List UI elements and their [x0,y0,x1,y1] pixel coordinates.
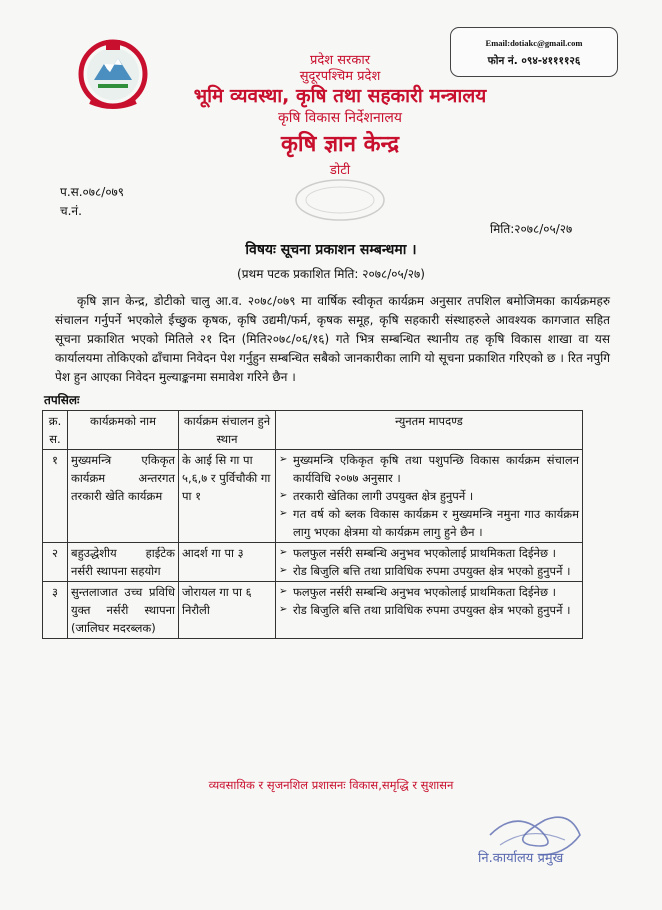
table-row [43,582,583,639]
details-label: तपसिलः [44,393,80,407]
row-program-name: सुन्तलाजात उच्च प्रविधि युक्त नर्सरी स्थापना (जालिघर मदरब्लक) [68,582,179,639]
directorate-title: कृषि विकास निर्देशनालय [278,110,402,126]
row-serial: २ [43,543,68,582]
row-criteria [276,543,583,582]
criteria-item: ➢ गत वर्ष को ब्लक विकास कार्यक्रम र मुख्यमन्त्रि नमुना गाउ कार्यक्रम लागु भएका क्षेत्रमा यो कार्यक्रम लागु हुने छैन । [279,505,579,541]
reference-number: प.स.०७८/०७९ [60,185,125,199]
criteria-item: ➢ फलफुल नर्सरी सम्बन्धि अनुभव भएकोलाई प्राथमिकता दिईनेछ । [279,583,579,601]
row-program-name: बहुउद्धेशीय हाईटेक नर्सरी स्थापना सहयोग [68,543,179,582]
dispatch-number: च.नं. [60,204,82,218]
header-program-name: कार्यक्रमको नाम [68,411,179,450]
criteria-item: ➢ रोड बिजुलि बत्ति तथा प्राविधिक रुपमा उपयुक्त क्षेत्र भएको हुनुपर्ने । [279,562,579,580]
office-stamp-icon [290,175,390,225]
ministry-title: भूमि व्यवस्था, कृषि तथा सहकारी मन्त्रालय [193,85,487,107]
criteria-item: ➢ रोड बिजुलि बत्ति तथा प्राविधिक रुपमा उपयुक्त क्षेत्र भएको हुनुपर्ने । [279,601,579,619]
table-row [43,543,583,582]
subject-line: विषयः सूचना प्रकाशन सम्बन्धमा । [245,242,417,258]
header-location: कार्यक्रम संचालन हुने स्थान [179,411,276,450]
table-row [43,450,583,543]
footer-slogan: व्यवसायिक र सृजनशिल प्रशासनः विकास,समृद्धि र सुशासन [208,778,454,792]
row-criteria [276,450,583,543]
row-criteria [276,582,583,639]
row-location: जोरायल गा पा ६ निरौली [179,582,276,639]
contact-box [450,27,618,77]
signature-title: नि.कार्यालय प्रमुख [478,851,564,866]
letter-date: मिति:२०७८/०५/२७ [490,222,573,236]
header-serial: क्र. स. [43,411,68,450]
province-title: सुदूरपश्चिम प्रदेश [299,69,381,84]
criteria-item: ➢ मुख्यमन्त्रि एकिकृत कृषि तथा पशुपन्छि विकास कार्यक्रम संचालन कार्यविधि २०७७ अनुसार । [279,451,579,487]
govt-title: प्रदेश सरकार [309,53,371,68]
district-title: डोटी [329,163,351,178]
criteria-item: ➢ फलफुल नर्सरी सम्बन्धि अनुभव भएकोलाई प्राथमिकता दिईनेछ । [279,544,579,562]
row-location: के आई सि गा पा ५,६,७ र पुर्विचौकी गा पा १ [179,450,276,543]
phone-text: फोन नं. ०९४-४११११२६ [487,55,581,67]
notice-body: कृषि ज्ञान केन्द्र, डोटीको चालु आ.व. २०७८/०७९ मा वार्षिक स्वीकृत कार्यक्रम अनुसार तपशिल बमोजिमका कार्यक्रमहरु संचालन गर्नुपर्ने भएकोले ईच्छुक कृषक, कृषि उद्यमी/फर्म, कृषक समूह, कृषि सहकारी संस्थाहरुले आवश्यक कागजात सहित सूचना प्रकाशित भएको मितिले २१ दिन (मिति२०७८/०६/१६) गते भित्र सम्बन्धित स्थानीय तह कृषि विकास शाखा वा यस कार्यालयमा तोकिएको ढाँचामा निवेदन पेश गर्नुहुन सम्बन्धित सबैको जानकारीका लागि यो सूचना प्रकाशित गरिएको छ । रित नपुगि पेश हुन आएका निवेदन मुल्याङ्कनमा समावेश गरिने छैन । [55,294,610,384]
table-header-row [43,411,583,450]
email-text: Email:dotiakc@gmail.com [485,38,583,48]
row-program-name: मुख्यमन्त्रि एकिकृत कार्यक्रम अन्तरगत तरकारी खेति कार्यक्रम [68,450,179,543]
header-criteria: न्युनतम मापदण्ड [276,411,583,450]
criteria-item: ➢ तरकारी खेतिका लागी उपयुक्त क्षेत्र हुनुपर्ने । [279,487,579,505]
office-title: कृषि ज्ञान केन्द्र [280,132,399,157]
row-serial: १ [43,450,68,543]
program-table [42,410,583,639]
nepal-emblem-icon [76,34,150,114]
row-serial: ३ [43,582,68,639]
first-published-date: (प्रथम पटक प्रकाशित मिति: २०७८/०५/२७) [237,267,425,281]
row-location: आदर्श गा पा ३ [179,543,276,582]
